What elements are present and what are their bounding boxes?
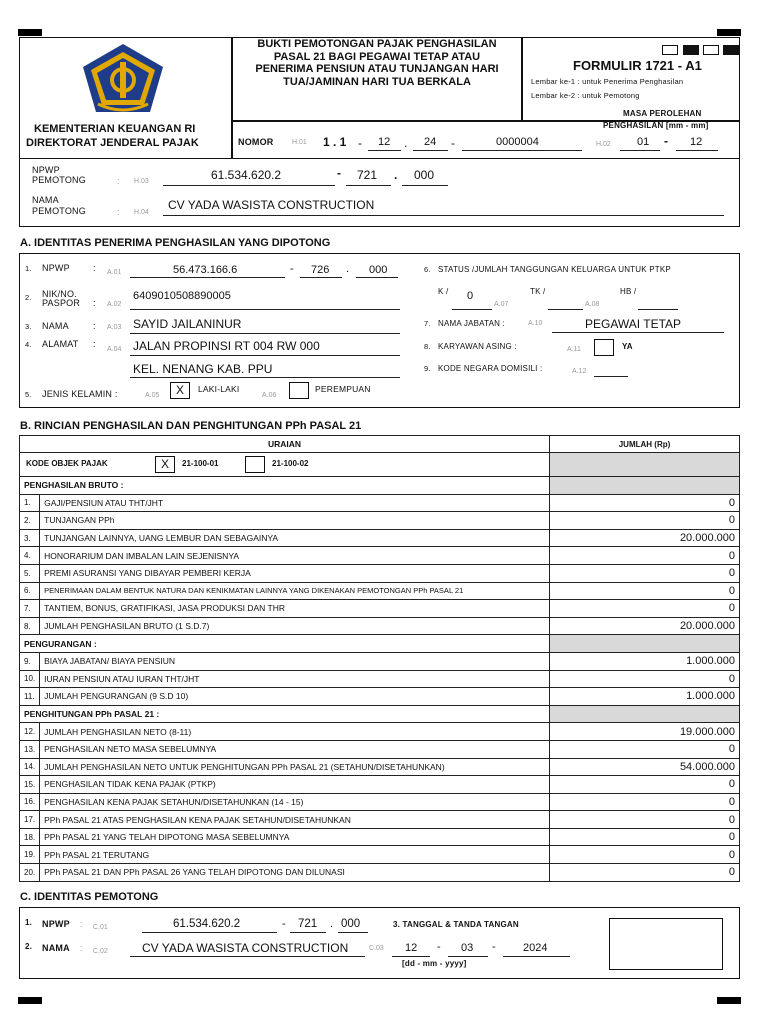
colon: : <box>93 263 96 273</box>
underline <box>290 932 326 933</box>
row-label: PENGHASILAN TIDAK KENA PAJAK (PTKP) <box>40 776 550 794</box>
pengurangan-section-row <box>20 635 740 653</box>
npwp-pemotong-c[interactable]: 000 <box>414 168 435 182</box>
pemotong-box <box>19 158 740 227</box>
table-row <box>20 494 740 512</box>
section-b-title: B. RINCIAN PENGHASILAN DAN PENGHITUNGAN PPh PASAL 21 <box>20 420 362 432</box>
kode-objek-row <box>20 453 740 477</box>
col-jumlah: JUMLAH (Rp) <box>550 436 740 453</box>
k-value[interactable]: 0 <box>467 290 474 302</box>
nomor-dash: - <box>451 136 455 150</box>
row-number: 3. <box>25 322 32 331</box>
nomor-part-a[interactable]: 12 <box>378 136 391 148</box>
hb-label: HB / <box>620 287 637 296</box>
divider <box>231 120 233 159</box>
nomor-prefix: 1 . 1 <box>323 135 347 149</box>
form-title-line: PASAL 21 BAGI PEGAWAI TETAP ATAU <box>273 50 481 63</box>
jenis-kelamin-label: JENIS KELAMIN : <box>42 389 118 399</box>
row-number: 1. <box>25 264 32 273</box>
row-amount[interactable]: 0 <box>550 512 740 530</box>
table-row <box>20 600 740 618</box>
nama-pemotong-value[interactable]: CV YADA WASISTA CONSTRUCTION <box>168 198 375 212</box>
laki-laki-checkbox[interactable]: X <box>170 382 190 399</box>
nik-value[interactable]: 6409010508890005 <box>133 290 231 302</box>
table-row <box>20 811 740 829</box>
row-amount[interactable]: 0 <box>550 864 740 882</box>
corner-mark <box>18 997 42 1004</box>
table-row <box>20 758 740 776</box>
npwp-c-b[interactable]: 721 <box>298 918 318 930</box>
nama-penerima-label: NAMA <box>42 321 69 331</box>
colon: : <box>117 207 120 217</box>
colon: : <box>93 298 96 308</box>
row-label: PPh PASAL 21 TERUTANG <box>40 846 550 864</box>
grey-cell <box>550 477 740 495</box>
directorate-name: DIREKTORAT JENDERAL PAJAK <box>26 137 199 149</box>
underline <box>402 185 448 186</box>
masa-dash: - <box>664 134 668 148</box>
npwp-dash: - <box>282 918 286 930</box>
kode-objek-label: KODE OBJEK PAJAK <box>26 459 108 468</box>
penghitungan-section-row-label: PENGHITUNGAN PPh PASAL 21 : <box>20 705 550 723</box>
tgl-format: [dd - mm - yyyy] <box>402 959 467 968</box>
row-amount[interactable]: 0 <box>550 494 740 512</box>
underline <box>448 956 488 957</box>
table-row <box>20 846 740 864</box>
npwp-c-code: C.01 <box>93 924 108 931</box>
row-number: 7. <box>20 600 40 618</box>
row-number: 9. <box>20 652 40 670</box>
row-amount[interactable]: 0 <box>550 828 740 846</box>
row-number: 10. <box>20 670 40 688</box>
row-number: 6. <box>20 582 40 600</box>
form-square <box>662 45 678 55</box>
masa-from[interactable]: 01 <box>637 136 650 148</box>
underline <box>392 956 430 957</box>
tgl-dash: - <box>492 941 496 953</box>
nomor-part-c[interactable]: 0000004 <box>496 136 539 148</box>
underline <box>130 309 400 310</box>
table-row <box>20 529 740 547</box>
kode-21-100-02-label: 21-100-02 <box>272 459 309 468</box>
row-amount[interactable]: 0 <box>550 811 740 829</box>
npwp-dash: - <box>337 166 341 180</box>
underline <box>338 932 368 933</box>
row-number: 19. <box>20 846 40 864</box>
underline <box>638 309 678 310</box>
row-label: PENGHASILAN KENA PAJAK SETAHUN/DISETAHUNKAN (14 - 15) <box>40 793 550 811</box>
row-label: PENERIMAAN DALAM BENTUK NATURA DAN KENIKMATAN LAINNYA YANG DIKENAKAN PEMOTONGAN PPh PASAL 21 <box>40 582 550 600</box>
row-label: JUMLAH PENGHASILAN NETO UNTUK PENGHITUNGAN PPh PASAL 21 (SETAHUN/DISETAHUNKAN) <box>40 758 550 776</box>
table-row <box>20 776 740 794</box>
row-amount[interactable]: 0 <box>550 846 740 864</box>
nomor-dot: . <box>404 136 408 150</box>
underline <box>413 150 448 151</box>
nomor-code: H.01 <box>292 139 307 146</box>
jabatan-code: A.10 <box>528 320 543 327</box>
npwp-c-a[interactable]: 61.534.620.2 <box>173 918 241 930</box>
masa-to[interactable]: 12 <box>690 136 703 148</box>
table-row <box>20 828 740 846</box>
underline <box>130 355 400 356</box>
alamat-line-2[interactable]: KEL. NENANG KAB. PPU <box>133 362 273 376</box>
underline <box>163 215 724 216</box>
jabatan-value[interactable]: PEGAWAI TETAP <box>585 317 682 331</box>
col-uraian: URAIAN <box>20 436 550 453</box>
nama-c-label: NAMA <box>42 943 70 953</box>
row-label: PPh PASAL 21 ATAS PENGHASILAN KENA PAJAK SETAHUN/DISETAHUNKAN <box>40 811 550 829</box>
kemenkeu-logo-icon <box>78 42 168 117</box>
sheet-1-note: Lembar ke-1 : untuk Penerima Penghasilan <box>531 77 684 86</box>
underline <box>676 150 718 151</box>
row-number: 12. <box>20 723 40 741</box>
row-amount[interactable]: 0 <box>550 564 740 582</box>
table-row <box>20 564 740 582</box>
npwp-dot: . <box>330 918 334 930</box>
corner-mark <box>717 997 741 1004</box>
row-label: PPh PASAL 21 YANG TELAH DIPOTONG MASA SEBELUMNYA <box>40 828 550 846</box>
tgl-yyyy[interactable]: 2024 <box>523 942 548 954</box>
row-number: 2. <box>25 293 32 302</box>
karyawan-asing-label: KARYAWAN ASING : <box>438 342 517 351</box>
nama-pemotong-label: PEMOTONG <box>32 206 86 216</box>
k-code: A.07 <box>494 301 509 308</box>
jk-code-perempuan: A.06 <box>262 392 277 399</box>
tgl-mm[interactable]: 03 <box>461 942 474 954</box>
grey-cell <box>550 705 740 723</box>
perempuan-checkbox[interactable] <box>289 382 309 399</box>
row-number: 5. <box>25 390 32 399</box>
colon: : <box>80 943 83 953</box>
status-ptkp-label: STATUS /JUMLAH TANGGUNGAN KELUARGA UNTUK PTKP <box>438 265 671 274</box>
nomor-part-b[interactable]: 24 <box>424 136 437 148</box>
signature-box[interactable] <box>609 918 723 970</box>
bruto-section-row <box>20 477 740 495</box>
row-amount[interactable]: 1.000.000 <box>550 652 740 670</box>
underline <box>548 309 583 310</box>
underline <box>130 333 400 334</box>
npwp-pemotong-a[interactable]: 61.534.620.2 <box>211 168 282 182</box>
row-label: TUNJANGAN LAINNYA, UANG LEMBUR DAN SEBAGAINYA <box>40 529 550 547</box>
kode-objek-cell <box>20 453 550 477</box>
row-amount[interactable]: 0 <box>550 600 740 618</box>
row-amount[interactable]: 0 <box>550 670 740 688</box>
row-number: 7. <box>424 319 431 328</box>
row-label: JUMLAH PENGURANGAN (9 S.D 10) <box>40 688 550 706</box>
negara-code: A.12 <box>572 368 587 375</box>
npwp-penerima-c[interactable]: 000 <box>369 264 388 276</box>
table-row <box>20 512 740 530</box>
pengurangan-section-row-label: PENGURANGAN : <box>20 635 550 653</box>
row-amount[interactable]: 20.000.000 <box>550 529 740 547</box>
masa-label: MASA PEROLEHAN <box>623 109 702 118</box>
form-title-line: TUA/JAMINAN HARI TUA BERKALA <box>283 75 471 88</box>
row-amount[interactable]: 20.000.000 <box>550 617 740 635</box>
row-number: 20. <box>20 864 40 882</box>
row-label: PENGHASILAN NETO MASA SEBELUMNYA <box>40 740 550 758</box>
rincian-table <box>19 435 740 882</box>
row-label: PPh PASAL 21 DAN PPh PASAL 26 YANG TELAH DIPOTONG DAN DILUNASI <box>40 864 550 882</box>
nik-label: PASPOR <box>42 298 81 308</box>
row-amount[interactable]: 1.000.000 <box>550 688 740 706</box>
table-row <box>20 670 740 688</box>
nomor-dash: - <box>358 136 362 150</box>
grey-cell <box>550 453 740 477</box>
row-number: 6. <box>424 265 431 274</box>
alamat-code: A.04 <box>107 346 122 353</box>
table-header-row <box>20 436 740 453</box>
row-number: 8. <box>20 617 40 635</box>
tk-code: A.08 <box>585 301 600 308</box>
row-label: JUMLAH PENGHASILAN BRUTO (1 S.D.7) <box>40 617 550 635</box>
row-number: 14. <box>20 758 40 776</box>
nik-code: A.02 <box>107 301 122 308</box>
row-number: 2. <box>20 512 40 530</box>
row-amount[interactable]: 0 <box>550 740 740 758</box>
npwp-penerima-a[interactable]: 56.473.166.6 <box>173 264 238 276</box>
row-amount[interactable]: 0 <box>550 776 740 794</box>
row-number: 4. <box>20 547 40 565</box>
row-number: 13. <box>20 740 40 758</box>
laki-laki-label: LAKI-LAKI <box>198 384 240 394</box>
row-number: 18. <box>20 828 40 846</box>
nik-label: NIK/NO. <box>42 289 77 299</box>
tgl-dd[interactable]: 12 <box>405 942 418 954</box>
colon: : <box>93 321 96 331</box>
ministry-name: KEMENTERIAN KEUANGAN RI <box>34 123 196 135</box>
underline <box>462 150 582 151</box>
underline <box>594 376 628 377</box>
nama-c-value[interactable]: CV YADA WASISTA CONSTRUCTION <box>142 941 349 955</box>
row-amount[interactable]: 19.000.000 <box>550 723 740 741</box>
npwp-penerima-code: A.01 <box>107 269 122 276</box>
sheet-2-note: Lembar ke-2 : untuk Pemotong <box>531 91 640 100</box>
penghitungan-section-row <box>20 705 740 723</box>
table-row <box>20 793 740 811</box>
kode-21-100-02-checkbox[interactable] <box>245 456 265 473</box>
section-c-title: C. IDENTITAS PEMOTONG <box>20 891 159 903</box>
nama-penerima-value[interactable]: SAYID JAILANINUR <box>133 317 242 331</box>
form-title <box>232 38 522 88</box>
row-label: GAJI/PENSIUN ATAU THT/JHT <box>40 494 550 512</box>
row-number: 1. <box>25 918 33 927</box>
tgl-code: C.03 <box>369 945 384 952</box>
row-number: 9. <box>424 364 431 373</box>
npwp-pemotong-label: PEMOTONG <box>32 175 86 185</box>
npwp-dot: . <box>346 263 350 275</box>
row-amount[interactable]: 54.000.000 <box>550 758 740 776</box>
npwp-dash: - <box>290 263 294 275</box>
underline <box>452 309 492 310</box>
masa-label: PENGHASILAN [mm - mm] <box>603 121 709 130</box>
nama-pemotong-label: NAMA <box>32 195 59 205</box>
underline <box>130 956 365 957</box>
underline <box>503 956 570 957</box>
row-label: TANTIEM, BONUS, GRATIFIKASI, JASA PRODUKSI DAN THR <box>40 600 550 618</box>
underline <box>368 150 401 151</box>
underline <box>552 332 724 333</box>
table-row <box>20 688 740 706</box>
npwp-pemotong-code: H.03 <box>134 178 149 185</box>
k-label: K / <box>438 287 449 296</box>
row-label: PREMI ASURANSI YANG DIBAYAR PEMBERI KERJA <box>40 564 550 582</box>
alamat-label: ALAMAT <box>42 339 79 349</box>
table-row <box>20 652 740 670</box>
npwp-dot: . <box>394 168 398 182</box>
form-square <box>723 45 739 55</box>
ya-label: YA <box>622 342 633 351</box>
row-amount[interactable]: 0 <box>550 547 740 565</box>
underline <box>300 277 342 278</box>
table-row <box>20 617 740 635</box>
form-square <box>703 45 719 55</box>
table-row <box>20 582 740 600</box>
underline <box>356 277 398 278</box>
nomor-label: NOMOR <box>238 137 274 147</box>
nama-pemotong-code: H.04 <box>134 209 149 216</box>
row-label: BIAYA JABATAN/ BIAYA PENSIUN <box>40 652 550 670</box>
form-title-line: PENERIMA PENSIUN ATAU TUNJANGAN HARI <box>255 63 499 75</box>
underline <box>346 185 391 186</box>
row-number: 2. <box>25 942 33 951</box>
npwp-pemotong-b[interactable]: 721 <box>357 168 378 182</box>
row-number: 16. <box>20 793 40 811</box>
form-square <box>683 45 699 55</box>
alamat-line-1[interactable]: JALAN PROPINSI RT 004 RW 000 <box>133 339 320 353</box>
row-amount[interactable]: 0 <box>550 793 740 811</box>
row-label: TUNJANGAN PPh <box>40 512 550 530</box>
npwp-pemotong-label: NPWP <box>32 165 60 175</box>
table-row <box>20 864 740 882</box>
masa-code: H.02 <box>596 141 611 148</box>
jk-code-laki: A.05 <box>145 392 160 399</box>
row-number: 5. <box>20 564 40 582</box>
row-number: 11. <box>20 688 40 706</box>
grey-cell <box>550 635 740 653</box>
section-a-title: A. IDENTITAS PENERIMA PENGHASILAN YANG DIPOTONG <box>20 237 331 249</box>
underline <box>163 185 335 186</box>
corner-mark <box>18 29 42 36</box>
colon: : <box>117 176 120 186</box>
ttd-label: 3. TANGGAL & TANDA TANGAN <box>393 920 519 929</box>
tk-label: TK / <box>530 287 546 296</box>
npwp-c-c[interactable]: 000 <box>341 918 361 930</box>
row-number: 3. <box>20 529 40 547</box>
form-title-line: BUKTI PEMOTONGAN PAJAK PENGHASILAN <box>257 38 497 50</box>
jabatan-label: NAMA JABATAN : <box>438 319 505 328</box>
underline <box>130 377 400 378</box>
karyawan-asing-checkbox[interactable] <box>594 339 614 356</box>
table-row <box>20 740 740 758</box>
row-number: 17. <box>20 811 40 829</box>
row-label: HONORARIUM DAN IMBALAN LAIN SEJENISNYA <box>40 547 550 565</box>
negara-domisili-label: KODE NEGARA DOMISILI : <box>438 364 543 373</box>
npwp-penerima-label: NPWP <box>42 263 70 273</box>
table-row <box>20 723 740 741</box>
underline <box>620 150 660 151</box>
underline <box>142 932 277 933</box>
row-number: 4. <box>25 340 32 349</box>
kode-21-100-01-label: 21-100-01 <box>182 459 219 468</box>
nama-penerima-code: A.03 <box>107 324 122 331</box>
npwp-c-label: NPWP <box>42 919 70 929</box>
bruto-section-row-label: PENGHASILAN BRUTO : <box>20 477 550 495</box>
npwp-penerima-b[interactable]: 726 <box>311 264 330 276</box>
table-row <box>20 547 740 565</box>
row-amount[interactable]: 0 <box>550 582 740 600</box>
perempuan-label: PEREMPUAN <box>315 384 371 394</box>
nama-c-code: C.02 <box>93 948 108 955</box>
asing-code: A.11 <box>567 346 581 353</box>
row-label: JUMLAH PENGHASILAN NETO (8-11) <box>40 723 550 741</box>
colon: : <box>80 919 83 929</box>
row-number: 15. <box>20 776 40 794</box>
underline <box>130 277 285 278</box>
row-number: 1. <box>20 494 40 512</box>
corner-mark <box>717 29 741 36</box>
form-number: FORMULIR 1721 - A1 <box>573 58 702 73</box>
colon: : <box>93 339 96 349</box>
row-number: 8. <box>424 342 431 351</box>
kode-21-100-01-checkbox[interactable]: X <box>155 456 175 473</box>
tgl-dash: - <box>437 941 441 953</box>
row-label: IURAN PENSIUN ATAU IURAN THT/JHT <box>40 670 550 688</box>
